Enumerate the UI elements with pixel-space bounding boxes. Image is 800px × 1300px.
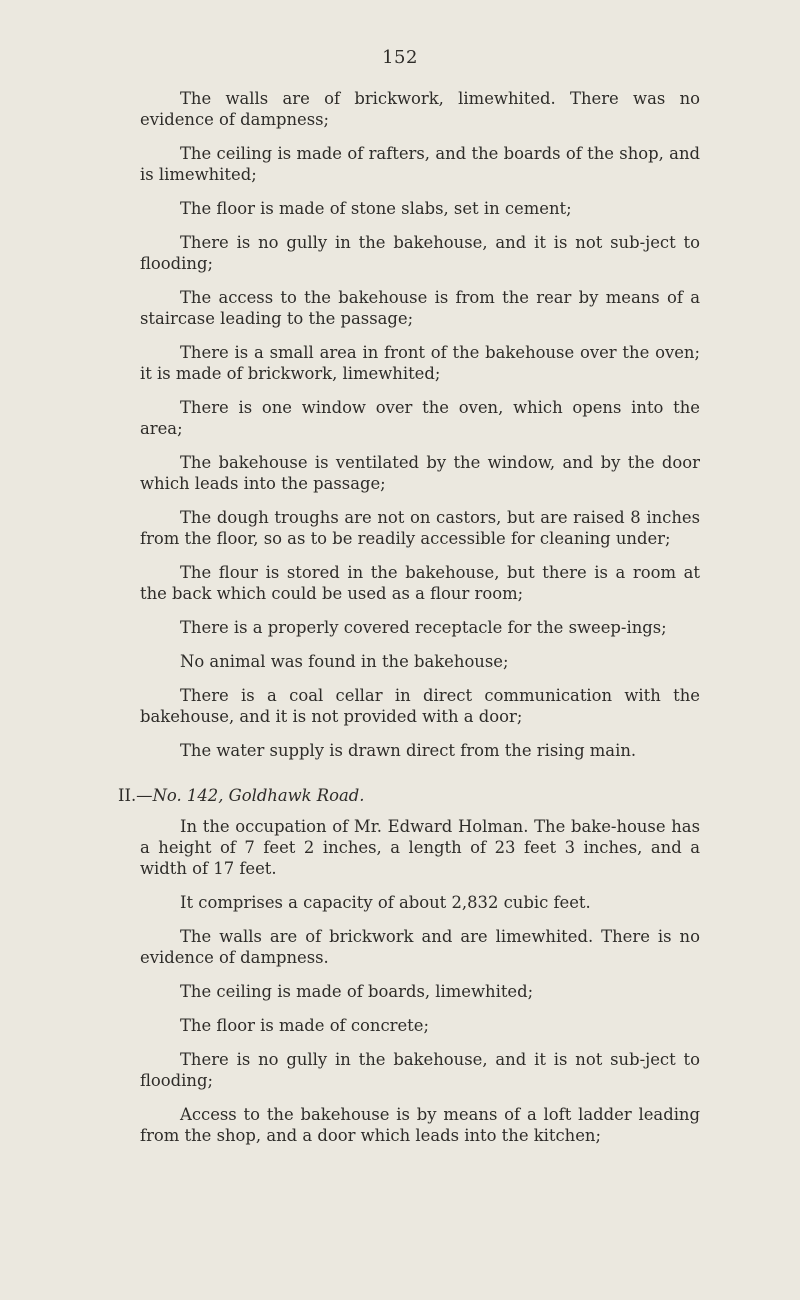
paragraph: The access to the bakehouse is from the rear by means of a staircase leading to the passage; bbox=[140, 288, 700, 328]
paragraph: Access to the bakehouse is by means of a loft ladder leading from the shop, and a door which leads into the kitchen; bbox=[140, 1105, 700, 1145]
paragraph: The bakehouse is ventilated by the window, and by the door which leads into the passage; bbox=[140, 453, 700, 493]
paragraph: The dough troughs are not on castors, but are raised 8 inches from the floor, so as to be readily accessible for cleaning under; bbox=[140, 508, 700, 548]
paragraph: The walls are of brickwork, limewhited. There was no evidence of dampness; bbox=[140, 89, 700, 129]
paragraph: The floor is made of concrete; bbox=[180, 1016, 429, 1035]
paragraph: The floor is made of stone slabs, set in cement; bbox=[180, 199, 572, 218]
paragraph: The water supply is drawn direct from the rising main. bbox=[180, 741, 637, 760]
paragraph: In the occupation of Mr. Edward Holman. The bake-house has a height of 7 feet 2 inches, a length of 23 feet 3 inches, and a width of 17 feet. bbox=[140, 817, 700, 878]
paragraph: No animal was found in the bakehouse; bbox=[180, 652, 509, 671]
section-numeral: II.— bbox=[118, 786, 153, 805]
section-heading bbox=[118, 785, 700, 806]
paragraph: The ceiling is made of boards, limewhited; bbox=[180, 982, 534, 1001]
paragraph: The walls are of brickwork and are limewhited. There is no evidence of dampness. bbox=[140, 927, 700, 967]
paragraph: There is a coal cellar in direct communication with the bakehouse, and it is not provided with a door; bbox=[140, 686, 700, 726]
text-column bbox=[118, 88, 700, 1159]
page-number: 152 bbox=[382, 47, 418, 68]
paragraph: There is one window over the oven, which opens into the area; bbox=[140, 398, 700, 438]
paragraph: There is no gully in the bakehouse, and it is not sub-ject to flooding; bbox=[140, 233, 700, 273]
paragraph: The ceiling is made of rafters, and the boards of the shop, and is limewhited; bbox=[140, 144, 700, 184]
paragraph: It comprises a capacity of about 2,832 cubic feet. bbox=[180, 893, 591, 912]
section-address: No. 142, Goldhawk Road. bbox=[152, 786, 365, 805]
paragraph: There is no gully in the bakehouse, and it is not sub-ject to flooding; bbox=[140, 1050, 700, 1090]
paragraph: The flour is stored in the bakehouse, but there is a room at the back which could be used as a flour room; bbox=[140, 563, 700, 603]
paragraph: There is a small area in front of the bakehouse over the oven; it is made of brickwork, limewhited; bbox=[140, 343, 700, 383]
paragraph: There is a properly covered receptacle for the sweep-ings; bbox=[180, 618, 667, 637]
